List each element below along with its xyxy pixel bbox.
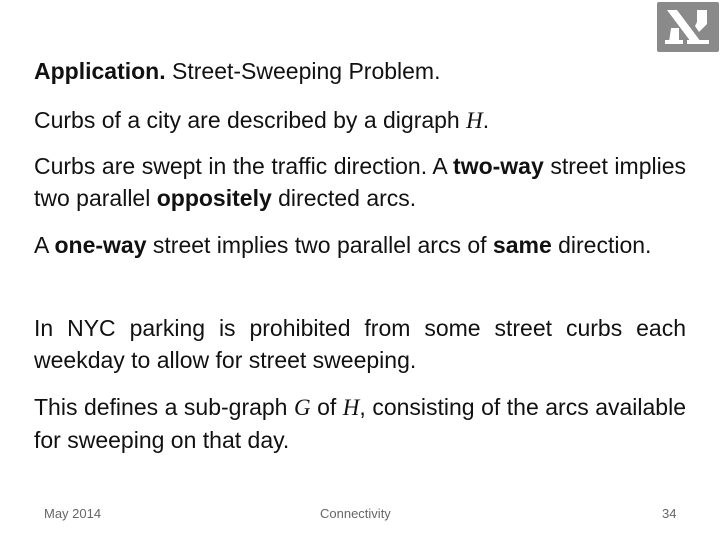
p1-end: . [482, 107, 490, 133]
paragraph-3 [34, 229, 686, 261]
math-var-h: H [466, 108, 483, 133]
p3-bold-one-way: one-way [54, 232, 147, 258]
heading-bold: Application. [34, 58, 166, 84]
p5-c: , consisting of the arcs available for sweeping on that day. [34, 394, 686, 453]
math-var-h-2: H [342, 395, 360, 420]
footer-date: May 2014 [44, 506, 102, 521]
p3-c: street implies two parallel arcs of [146, 232, 493, 258]
paragraph-4 [34, 312, 686, 376]
p3-a: A [34, 232, 55, 258]
p3-bold-same: same [492, 232, 552, 258]
paragraph-5 [34, 391, 686, 456]
p1-text: Curbs of a city are described by a digraph [34, 107, 467, 133]
p3-e: direction. [551, 232, 652, 258]
p2-e: directed arcs. [271, 185, 417, 211]
logo-icon [657, 2, 719, 52]
p2-c: street implies two parallel [34, 153, 686, 211]
p4-text: In NYC parking is prohibited from some street curbs each weekday to allow for street sweeping. [34, 315, 686, 373]
p5-a: This defines a sub-graph [34, 394, 294, 420]
p5-b: of [310, 394, 343, 420]
footer-title: Connectivity [320, 506, 391, 521]
p2-bold-oppositely: oppositely [156, 185, 272, 211]
slide-heading [34, 58, 440, 85]
footer-page-number: 34 [662, 506, 677, 521]
paragraph-2 [34, 150, 686, 214]
paragraph-1 [34, 104, 686, 137]
p2-a: Curbs are swept in the traffic direction. A [34, 153, 454, 179]
heading-rest: Street-Sweeping Problem. [165, 58, 441, 84]
p2-bold-two-way: two-way [453, 153, 544, 179]
math-var-g: G [293, 395, 311, 420]
